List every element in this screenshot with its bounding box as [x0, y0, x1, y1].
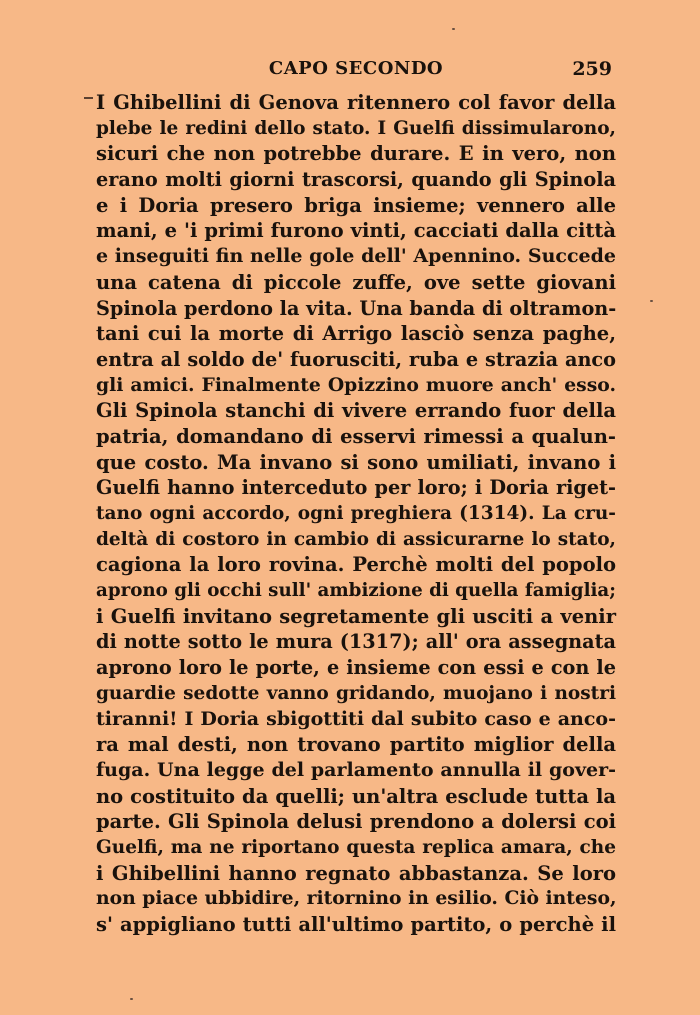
text-line: patria, domandano di esservi rimessi a qualun- — [96, 424, 616, 448]
text-line: parte. Gli Spinola delusi prendono a dolersi coi — [96, 810, 616, 834]
text-line: Guelfi hanno interceduto per loro; i Doria riget- — [96, 476, 616, 500]
text-line: I Ghibellini di Genova ritennero col favor della — [96, 91, 616, 114]
running-head: CAPO SECONDO — [268, 58, 444, 79]
text-line: que costo. Ma invano si sono umiliati, invano i — [96, 450, 616, 474]
text-line: s' appigliano tutti all'ultimo partito, o perchè il — [96, 913, 616, 936]
text-line: tani cui la morte di Arrigo lasciò senza paghe, — [96, 322, 616, 346]
text-line: tano ogni accordo, ogni preghiera (1314). La cru- — [96, 503, 616, 524]
text-line: non piace ubbidire, ritornino in esilio. Ciò inteso, — [96, 887, 617, 910]
text-line: e inseguiti fin nelle gole dell' Apennino. Succede — [96, 245, 616, 268]
text-line: Gli Spinola stanchi di vivere errando fuor della — [96, 399, 616, 423]
text-line: cagiona la loro rovina. Perchè molti del popolo — [96, 553, 616, 577]
text-line: di notte sotto le mura (1317); all' ora assegnata — [96, 630, 616, 654]
text-line: e i Doria presero briga insieme; vennero alle — [96, 193, 616, 217]
text-line: erano molti giorni trascorsi, quando gli Spinola — [96, 168, 616, 192]
text-line: fuga. Una legge del parlamento annulla il gover- — [96, 758, 616, 781]
text-line: mani, e 'i primi furono vinti, cacciati dalla città — [96, 219, 616, 243]
text-line: i Guelfi invitano segretamente gli usciti a venir — [96, 604, 616, 628]
text-line: Guelfi, ma ne riportano questa replica amara, che — [96, 836, 616, 858]
text-line: aprono gli occhi sull' ambizione di quella famiglia; — [96, 580, 616, 602]
text-line: gli amici. Finalmente Opizzino muore anch' esso. — [96, 373, 616, 396]
text-line: ra mal desti, non trovano partito miglior della — [96, 733, 616, 757]
text-line: Spinola perdono la vita. Una banda di oltramon- — [96, 296, 617, 320]
paper-speck — [650, 300, 653, 302]
text-line: i Ghibellini hanno regnato abbastanza. Se loro — [96, 861, 616, 885]
text-line: aprono loro le porte, e insieme con essi e con le — [96, 656, 616, 680]
page-header — [96, 58, 616, 84]
text-line: entra al soldo de' fuorusciti, ruba e strazia anco — [96, 347, 616, 371]
text-line: tiranni! I Doria sbigottiti dal subito caso e anco- — [96, 707, 616, 730]
text-line: una catena di piccole zuffe, ove sette giovani — [96, 270, 616, 294]
paper-speck — [130, 998, 133, 1000]
text-line: deltà di costoro in cambio di assicurarne lo stato, — [96, 528, 616, 550]
text-line: no costituito da quelli; un'altra esclude tutta la — [96, 784, 616, 808]
body-text — [96, 90, 616, 938]
page-number: 259 — [572, 58, 612, 80]
margin-mark — [84, 97, 93, 99]
text-line: plebe le redini dello stato. I Guelfi dissimularono, — [96, 117, 616, 139]
text-line: guardie sedotte vanno gridando, muojano i nostri — [96, 682, 616, 704]
paper-speck — [452, 28, 455, 30]
text-line: sicuri che non potrebbe durare. E in vero, non — [96, 142, 616, 166]
